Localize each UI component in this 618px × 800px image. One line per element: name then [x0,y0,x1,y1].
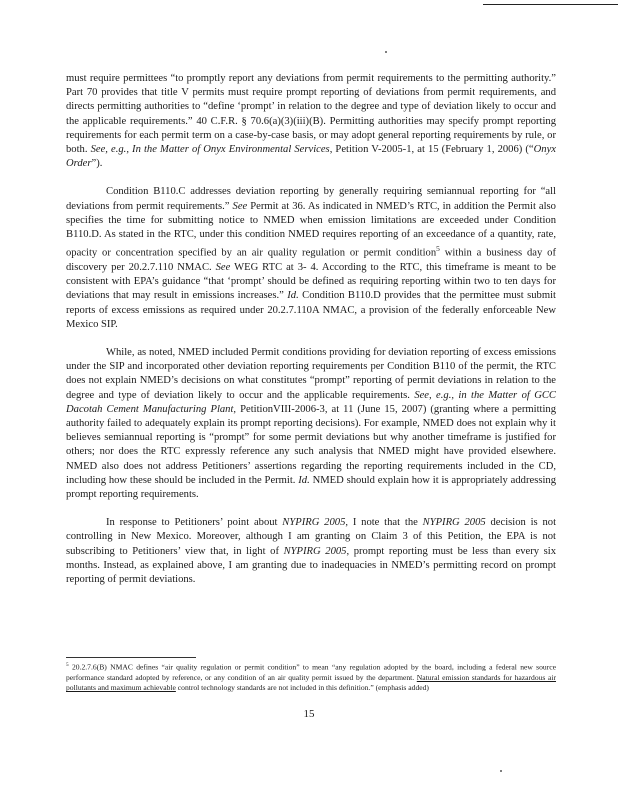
italic-text: Id. [298,474,310,486]
scan-speck [500,770,502,772]
text-run: Condition B110.D provides that the permittee must submit reports of excess emissions as required under 20.2.7.110A NMAC, a provision of the federally enforceable New Mexico SIP. [66,290,556,330]
paragraph [66,185,556,332]
italic-text: See [215,261,231,273]
text-run: PetitionVIII-2006-3, at 11 (June 15, 2007) (granting where a permitting authority failed to adequately explain its prompt reporting decisions). For example, NMED does not explain why it believes semiannual reporting is “prompt” for some permit deviations but why another timeframe is justified for others; nor does the RTC expressly reference any such analysis that NMED might have provided elsewhere. NMED also does not address Petitioners’ assertions regarding the reporting requirements included in the CD, including how these should be included in the Permit. [66,403,556,486]
text-run: In response to Petitioners’ point about [106,517,283,529]
footnote-marker: 5 [66,662,69,668]
italic-text: NYPIRG 2005 [283,545,347,557]
scan-speck [385,51,387,53]
italic-text: Id. [287,290,299,302]
page-number: 15 [303,708,315,720]
paragraph [66,72,556,171]
text-run: , prompt reporting must be less than every six months. Instead, as explained above, I am granting due to inadequacies in NMED’s permitting record on prompt reporting of permit deviations. [66,545,556,586]
header-rule [483,4,618,5]
italic-text: NYPIRG 2005 [422,517,486,529]
text-run: , Petition V-2005-1, at 15 (February 1, 2006) (“ [329,144,534,156]
footnote-rule [66,657,196,658]
paragraph [66,516,556,587]
italic-text: See, e.g., In the Matter of Onyx Environmental Services [90,144,330,156]
text-run: must require permittees “to promptly report any deviations from permit requirements to the permitting authority.” Part 70 provides that title V permits must require prompt reporting of deviations from permit requirements, and directs permitting authorities to “define ‘prompt’ in relation to the degree and type of deviation likely to occur and the applicable requirements.” 40 C.F.R. § 70.6(a)(3)(iii)(B). Permitting authorities may specify prompt reporting requirements for each permit term on a case-by-case basis, or may adopt general reporting requirements by rule, or both. [66,73,556,156]
italic-text: See [232,200,248,212]
body-text [66,72,556,601]
text-run: WEG RTC at 3- 4. According to the RTC, this timeframe is meant to be consistent with EPA’s guidance “that ‘prompt’ should be defined as requiring reporting within two to ten days for deviations that may result in emissions increases.” [66,261,556,302]
text-run: decision is not controlling in New Mexico. Moreover, although I am granting on Claim 3 of this Petition, the EPA is not subscribing to Petitioners’ view that, in light of [66,517,557,557]
footnote-marker: 5 [436,244,440,254]
italic-text: See, e.g., in the Matter of GCC Dacotah Cement Manufacturing Plant, [66,389,556,415]
italic-text: Onyx Order [66,144,556,170]
text-run: While, as noted, NMED included Permit conditions providing for deviation reporting of excess emissions under the SIP and incorporated other deviation reporting requirements per Condition B110 of the permit, the RTC does not explain NMED’s decisions on what constitutes “prompt” reporting of permit deviations in relation to the degree and type of deviation likely to occur and the applicable requirements. [66,346,556,401]
italic-text: NYPIRG 2005 [282,517,346,529]
text-run: ”). [91,158,103,170]
text-run: , I note that the [345,517,423,529]
text-run: NMED should explain how it is appropriately addressing prompt reporting requirements. [66,474,556,501]
text-run: within a business day of discovery per 20.2.7.110 NMAC. [66,247,556,273]
paragraph [66,346,556,502]
text-run: Condition B110.C addresses deviation reporting by generally requiring semiannual reporting for “all deviations from permit requirements.” [66,186,556,212]
text-run: control technology standards are not included in this definition.” (emphasis added) [175,683,429,693]
text-run: Permit at 36. As indicated in NMED’s RTC, in addition the Permit also specifies the time for submitting notice to NMED when emission limitations are exceeded under Condition B110.D. As stated in the RTC, under this condition NMED requires reporting of an exceedance of a quantity, rate, opacity or concentration specified by an air quality regulation or permit condition [66,200,556,259]
text-run: 20.2.7.6(B) NMAC defines “air quality regulation or permit condition” to mean “any regulation adopted by the board, including a federal new source performance standard adopted by reference, or any condition of an air quality permit issued by the department. [66,662,556,682]
footnote [66,660,556,694]
underlined-text: Natural emission standards for hazardous air pollutants and maximum achievable [66,672,557,693]
